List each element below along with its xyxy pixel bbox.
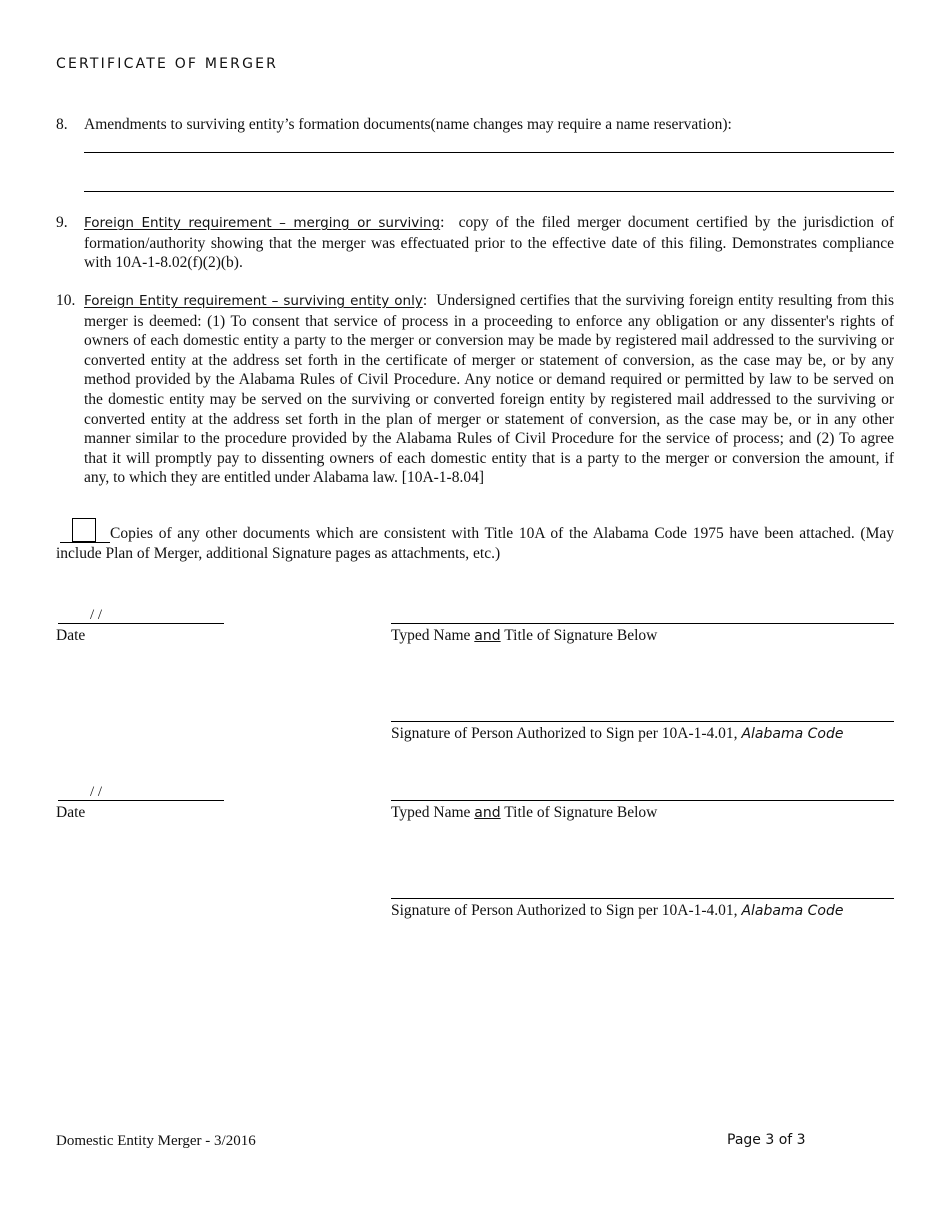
attachments-text: Copies of any other documents which are consistent with Title 10A of the Alabama Code 1975 have been attached. (May include Plan of Merger, additional Signature pages as attachments, etc.) bbox=[56, 525, 894, 562]
item-10-label: Foreign Entity requirement – surviving entity only bbox=[84, 293, 423, 309]
signature-label-1 bbox=[391, 724, 843, 745]
item-10-number: 10. bbox=[56, 292, 76, 309]
date-slashes-1: / / bbox=[90, 607, 103, 623]
item-9 bbox=[56, 213, 894, 273]
item-9-label: Foreign Entity requirement – merging or surviving bbox=[84, 215, 441, 231]
amendments-line-1[interactable] bbox=[84, 152, 894, 153]
date-label-1: Date bbox=[56, 627, 86, 644]
signature-text-2: Signature of Person Authorized to Sign per 10A-1-4.01, bbox=[391, 902, 738, 919]
signature-code-1: Alabama Code bbox=[741, 726, 844, 742]
date-field-2[interactable] bbox=[58, 800, 224, 801]
signature-field-2[interactable] bbox=[391, 898, 894, 899]
item-8 bbox=[56, 115, 894, 135]
attachments-statement bbox=[56, 518, 894, 563]
item-9-number: 9. bbox=[56, 214, 68, 231]
typed-name-and-2: and bbox=[474, 805, 501, 821]
footer-form-name: Domestic Entity Merger - 3/2016 bbox=[56, 1133, 256, 1149]
item-8-number: 8. bbox=[56, 116, 68, 133]
typed-name-title-2: Title of Signature Below bbox=[504, 804, 658, 821]
typed-name-title-1: Title of Signature Below bbox=[504, 627, 658, 644]
page-header-title: CERTIFICATE OF MERGER bbox=[56, 56, 279, 72]
item-10 bbox=[56, 291, 894, 488]
footer-page-number: Page 3 of 3 bbox=[727, 1132, 806, 1148]
signature-label-2 bbox=[391, 901, 843, 922]
typed-name-field-1[interactable] bbox=[391, 623, 894, 624]
item-10-text: Undersigned certifies that the surviving foreign entity resulting from this merger is deemed: (1) To consent that service of process in a proceeding to enforce any obligation or any dissenter's rights of owners of each domestic entity a party to the merger or conversion may be made by registered mail addressed to the surviving or converted entity at the address set forth in the certificate of merger or statement of conversion, as the case may be, or by any method provided by the Alabama Rules of Civil Procedure. Any notice or demand required or permitted by law to be served on the domestic entity may be served on the surviving or converted foreign entity by registered mail addressed to the surviving or converted entity at the address set forth in the plan of merger or statement of conversion, as the case may be, or in any other manner similar to the procedure provided by the Alabama Rules of Civil Procedure for the service of process; and (2) To agree that it will promptly pay to dissenting owners of each domestic entity that is a party to the merger or conversion the amount, if any, to which they are entitled under Alabama law. [10A-1-8.04] bbox=[84, 292, 894, 487]
typed-name-label-2 bbox=[391, 803, 657, 824]
date-field-1[interactable] bbox=[58, 623, 224, 624]
signature-code-2: Alabama Code bbox=[741, 903, 844, 919]
item-9-text: copy of the filed merger document certified by the jurisdiction of formation/authority showing that the merger was effectuated prior to the effective date of this filing. Demonstrates compliance with 10A-1-8.02(f)(2)(b). bbox=[84, 214, 894, 272]
typed-name-text-1: Typed Name bbox=[391, 627, 471, 644]
typed-name-and-1: and bbox=[474, 628, 501, 644]
date-label-2: Date bbox=[56, 804, 86, 821]
signature-text-1: Signature of Person Authorized to Sign per 10A-1-4.01, bbox=[391, 725, 738, 742]
amendments-line-2[interactable] bbox=[84, 191, 894, 192]
item-8-text: Amendments to surviving entity’s formation documents(name changes may require a name reservation): bbox=[84, 116, 732, 133]
item-9-body: Foreign Entity requirement – merging or surviving: copy of the filed merger document certified by the jurisdiction of formation/authority showing that the merger was effectuated prior to the effective date of this filing. Demonstrates compliance with 10A-1-8.02(f)(2)(b). bbox=[84, 214, 894, 272]
typed-name-field-2[interactable] bbox=[391, 800, 894, 801]
signature-field-1[interactable] bbox=[391, 721, 894, 722]
typed-name-label-1 bbox=[391, 626, 657, 647]
typed-name-text-2: Typed Name bbox=[391, 804, 471, 821]
date-slashes-2: / / bbox=[90, 784, 103, 800]
item-10-body: Foreign Entity requirement – surviving entity only: Undersigned certifies that the surviving foreign entity resulting from this merger is deemed: (1) To consent that service of process in a proceeding to enforce any obligation or any dissenter's rights of owners of each domestic entity a party to the merger or conversion may be made by registered mail addressed to the surviving or converted entity at the address set forth in the certificate of merger or statement of conversion, as the case may be, or by any method provided by the Alabama Rules of Civil Procedure. Any notice or demand required or permitted by law to be served on the domestic entity may be served on the surviving or converted foreign entity by registered mail addressed to the surviving or converted entity at the address set forth in the plan of merger or statement of conversion, as the case may be, or in any other manner similar to the procedure provided by the Alabama Rules of Civil Procedure for the service of process; and (2) To agree that it will promptly pay to dissenting owners of each domestic entity that is a party to the merger or conversion the amount, if any, to which they are entitled under Alabama law. [10A-1-8.04] bbox=[84, 292, 894, 487]
attachments-checkbox[interactable] bbox=[72, 518, 96, 542]
